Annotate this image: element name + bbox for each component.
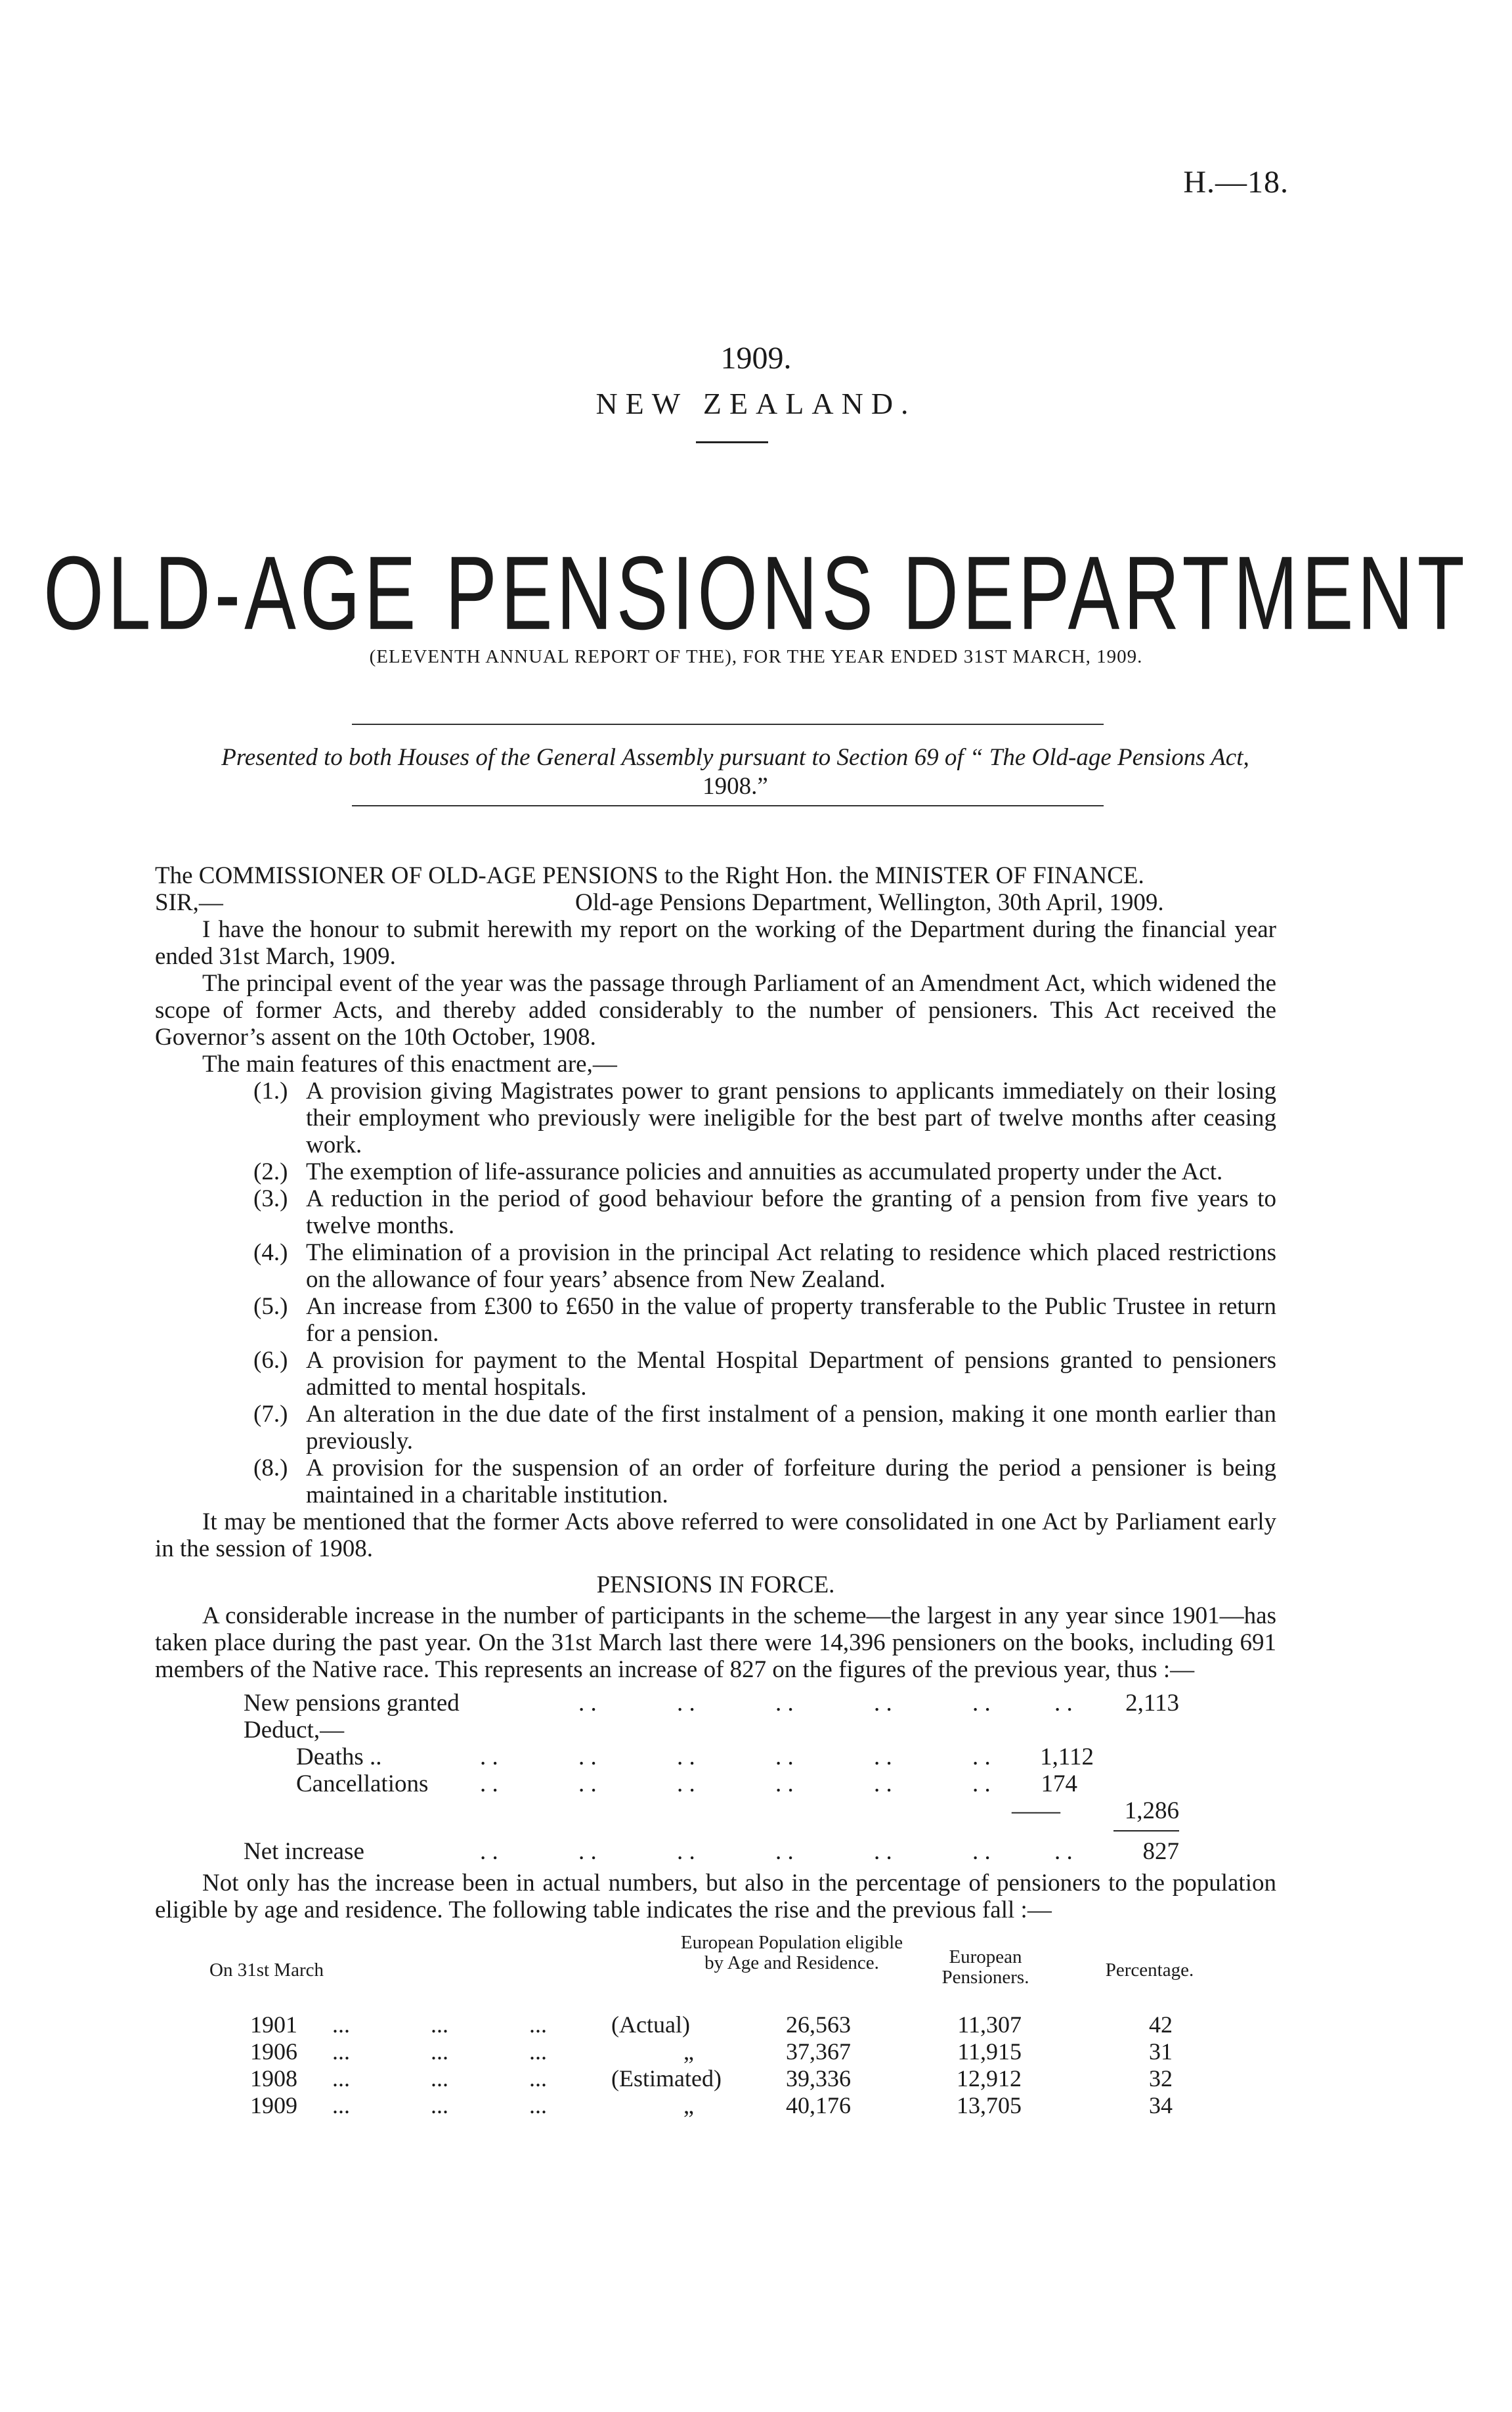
cell-note: (Estimated) [611, 2065, 722, 2092]
cell-percentage: 34 [1149, 2092, 1173, 2118]
paragraph-percentage: Not only has the increase been in actual numbers, but also in the percentage of pensioners to the population eligible by age and residence. The following table indicates the rise and the previous fall :— [155, 1870, 1276, 1923]
cell-ellipsis: ... [332, 2011, 350, 2038]
list-item-number: (1.) [253, 1078, 288, 1105]
leader-dots: . . [874, 1770, 892, 1797]
cell-ellipsis: ... [431, 2038, 448, 2065]
list-item [253, 1078, 1276, 1158]
cell-pensioners: 11,307 [957, 2011, 1022, 2038]
cell-pensioners: 13,705 [957, 2092, 1022, 2118]
paragraph-main-features: The main features of this enactment are,— [202, 1051, 617, 1078]
presented-line-1: Presented to both Houses of the General Assembly pursuant to Section 69 of “ The Old-age Pensions Act, [221, 744, 1249, 771]
country-heading: NEW ZEALAND. [595, 387, 917, 420]
subtotal-dash: —— [1012, 1797, 1060, 1824]
cell-year: 1906 [250, 2038, 297, 2065]
table-header-percentage: Percentage. [1105, 1960, 1194, 1981]
list-item-number: (8.) [253, 1455, 288, 1481]
leader-dots: . . [677, 1838, 695, 1865]
list-item [253, 1347, 1276, 1401]
leader-dots: . . [972, 1690, 991, 1717]
paragraph-principal-event: The principal event of the year was the passage through Parliament of an Amendment Act, which widened the scope of former Acts, and thereby added considerably to the number of pensioners. This Act received the Governor’s assent on the 10th October, 1908. [155, 970, 1276, 1051]
report-subtitle: (ELEVENTH ANNUAL REPORT OF THE), FOR THE YEAR ENDED 31ST MARCH, 1909. [369, 646, 1143, 667]
leader-dots: . . [480, 1743, 498, 1770]
list-item [253, 1455, 1276, 1508]
leader-dots: . . [480, 1838, 498, 1865]
rule-below-presented [352, 805, 1104, 806]
list-item-text: The elimination of a provision in the principal Act relating to residence which placed restrictions on the allowance of four years’ absence from New Zealand. [306, 1239, 1276, 1293]
list-item [253, 1185, 1276, 1239]
section-heading: PENSIONS IN FORCE. [596, 1571, 835, 1598]
leader-dots: . . [578, 1690, 597, 1717]
leader-dots: . . [972, 1838, 991, 1865]
leader-dots: . . [578, 1838, 597, 1865]
leader-dots: . . [972, 1743, 991, 1770]
cell-percentage: 42 [1149, 2011, 1173, 2038]
calc-value-deaths: 1,112 [1040, 1743, 1094, 1770]
calc-value-new: 2,113 [1125, 1690, 1179, 1717]
cell-population: 39,336 [786, 2065, 851, 2092]
leader-dots: . . [578, 1743, 597, 1770]
leader-dots: . . [480, 1770, 498, 1797]
table-header-pensioners: European Pensioners. [941, 1946, 1029, 1988]
cell-ellipsis: ... [431, 2092, 448, 2118]
leader-dots: . . [972, 1770, 991, 1797]
cell-year: 1909 [250, 2092, 297, 2118]
list-item-text: The exemption of life-assurance policies and annuities as accumulated property under the Act. [306, 1158, 1223, 1185]
cell-percentage: 31 [1149, 2038, 1173, 2065]
leader-dots: . . [677, 1743, 695, 1770]
leader-dots: . . [1054, 1838, 1073, 1865]
leader-dots: . . [775, 1838, 794, 1865]
calc-value-net: 827 [1142, 1838, 1179, 1865]
presented-note [158, 743, 1313, 801]
presented-line-2: 1908.” [702, 773, 768, 800]
list-item-number: (6.) [253, 1347, 288, 1374]
cell-population: 26,563 [786, 2011, 851, 2038]
calc-label-net: Net increase [244, 1838, 364, 1865]
list-item-text: A reduction in the period of good behaviour before the granting of a pension from five years to twelve months. [306, 1185, 1276, 1239]
leader-dots: . . [874, 1838, 892, 1865]
cell-note: (Actual) [611, 2011, 690, 2038]
table-header-population: European Population eligible by Age and Residence. [680, 1932, 903, 1973]
increase-calculation [244, 1690, 1196, 1842]
department-title: OLD-AGE PENSIONS DEPARTMENT [43, 535, 1469, 652]
cell-year: 1908 [250, 2065, 297, 2092]
cell-ellipsis: ... [431, 2011, 448, 2038]
pensioners-table [155, 1933, 1276, 2116]
list-item-text: A provision for payment to the Mental Hospital Department of pensions granted to pensioners admitted to mental hospitals. [306, 1347, 1276, 1401]
salutation: SIR,— [155, 889, 223, 916]
cell-note: „ [683, 2038, 694, 2065]
cell-ellipsis: ... [332, 2038, 350, 2065]
cell-note: „ [683, 2092, 694, 2118]
list-item-text: A provision giving Magistrates power to grant pensions to applicants immediately on their losing their employment who previously were ineligible for the best part of twelve months after ceasing work. [306, 1078, 1276, 1158]
leader-dots: . . [775, 1743, 794, 1770]
leader-dots: . . [578, 1770, 597, 1797]
leader-dots: . . [677, 1770, 695, 1797]
cell-ellipsis: ... [529, 2092, 547, 2118]
year-heading: 1909. [720, 341, 792, 376]
cell-year: 1901 [250, 2011, 297, 2038]
letter-addressee: The COMMISSIONER OF OLD-AGE PENSIONS to the Right Hon. the MINISTER OF FINANCE. [155, 862, 1144, 889]
leader-dots: . . [775, 1770, 794, 1797]
report-body [155, 862, 1276, 2116]
rule-above-presented [352, 724, 1104, 725]
list-item-text: A provision for the suspension of an order of forfeiture during the period a pensioner is being maintained in a charitable institution. [306, 1455, 1276, 1508]
cell-pensioners: 12,912 [957, 2065, 1022, 2092]
cell-pensioners: 11,915 [957, 2038, 1022, 2065]
calc-label-cancellations: Cancellations [296, 1770, 429, 1797]
page-reference: H.—18. [1183, 165, 1289, 200]
calc-label-deduct: Deduct,— [244, 1717, 345, 1743]
cell-ellipsis: ... [332, 2092, 350, 2118]
leader-dots: . . [874, 1743, 892, 1770]
cell-ellipsis: ... [529, 2011, 547, 2038]
features-list [253, 1078, 1276, 1508]
table-header-date: On 31st March [209, 1960, 324, 1981]
cell-ellipsis: ... [332, 2065, 350, 2092]
cell-ellipsis: ... [431, 2065, 448, 2092]
calc-value-deduct-total: 1,286 [1124, 1797, 1179, 1824]
salutation-line [155, 889, 1276, 916]
list-item-text: An alteration in the due date of the first instalment of a pension, making it one month earlier than previously. [306, 1401, 1276, 1455]
leader-dots: . . [874, 1690, 892, 1717]
list-item-number: (7.) [253, 1401, 288, 1428]
list-item-text: An increase from £300 to £650 in the value of property transferable to the Public Trustee in return for a pension. [306, 1293, 1276, 1347]
paragraph-consolidation: It may be mentioned that the former Acts above referred to were consolidated in one Act by Parliament early in the session of 1908. [155, 1508, 1276, 1562]
list-item [253, 1401, 1276, 1455]
leader-dots: . . [775, 1690, 794, 1717]
list-item-number: (5.) [253, 1293, 288, 1320]
list-item [253, 1158, 1276, 1185]
total-rule [1113, 1830, 1179, 1831]
cell-population: 40,176 [786, 2092, 851, 2118]
place-date: Old-age Pensions Department, Wellington, 30th April, 1909. [575, 889, 1164, 916]
net-increase-row [244, 1838, 1196, 1870]
cell-population: 37,367 [786, 2038, 851, 2065]
calc-label-deaths: Deaths .. [296, 1743, 382, 1770]
leader-dots: . . [677, 1690, 695, 1717]
list-item-number: (4.) [253, 1239, 288, 1266]
leader-dots: . . [1054, 1690, 1073, 1717]
cell-ellipsis: ... [529, 2065, 547, 2092]
cell-ellipsis: ... [529, 2038, 547, 2065]
paragraph-pensions-in-force: A considerable increase in the number of participants in the scheme—the largest in any year since 1901—has taken place during the past year. On the 31st March last there were 14,396 pensioners on the books, including 691 members of the Native race. This represents an increase of 827 on the figures of the previous year, thus :— [155, 1602, 1276, 1683]
paragraph-intro: I have the honour to submit herewith my report on the working of the Department during the financial year ended 31st March, 1909. [155, 916, 1276, 970]
calc-label-new: New pensions granted [244, 1690, 460, 1717]
list-item [253, 1239, 1276, 1293]
calc-value-cancellations: 174 [1041, 1770, 1077, 1797]
list-item [253, 1293, 1276, 1347]
list-item-number: (3.) [253, 1185, 288, 1212]
short-rule [696, 441, 768, 443]
list-item-number: (2.) [253, 1158, 288, 1185]
cell-percentage: 32 [1149, 2065, 1173, 2092]
